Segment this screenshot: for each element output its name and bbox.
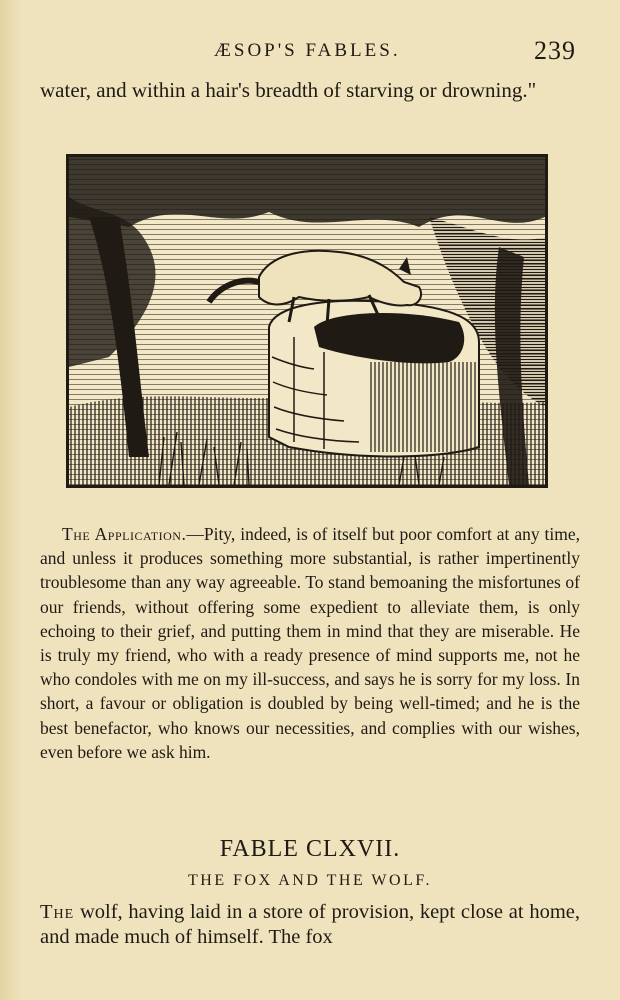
- woodcut-illustration: [66, 154, 548, 488]
- fox-at-well-image: [69, 157, 545, 485]
- application-label: The Application.: [62, 524, 187, 544]
- page-number: 239: [534, 36, 576, 65]
- opening-text: water, and within a hair's breadth of starving or drowning.": [40, 78, 537, 102]
- fable-text: wolf, having laid in a store of provision, kept close at home, and made much of himself. The fox: [40, 901, 580, 948]
- fable-first-word: The: [40, 901, 75, 923]
- application-paragraph: [40, 522, 580, 764]
- fable-number: FABLE CLXVII.: [219, 836, 401, 862]
- fable-title: THE FOX AND THE WOLF.: [188, 872, 432, 889]
- fable-body: [40, 900, 580, 950]
- running-title: ÆSOP'S FABLES.: [214, 40, 401, 61]
- application-text: —Pity, indeed, is of itself but poor comfort at any time, and unless it produces something more substantial, is rather impertinently troublesome than any way agreeable. To stand bemoaning the misfortunes of our friends, without offering some expedient to alleviate them, is only echoing to their grief, and putting them in mind that they are miserable. He is truly my friend, who with a ready presence of mind supports me, not he who condoles with me on my ill-success, and says he is sorry for my loss. In short, a favour or obligation is doubled by being well-timed; and he is the best benefactor, who knows our necessities, and complies with our wishes, even before we ask him.: [40, 524, 581, 762]
- page-header: [0, 36, 620, 66]
